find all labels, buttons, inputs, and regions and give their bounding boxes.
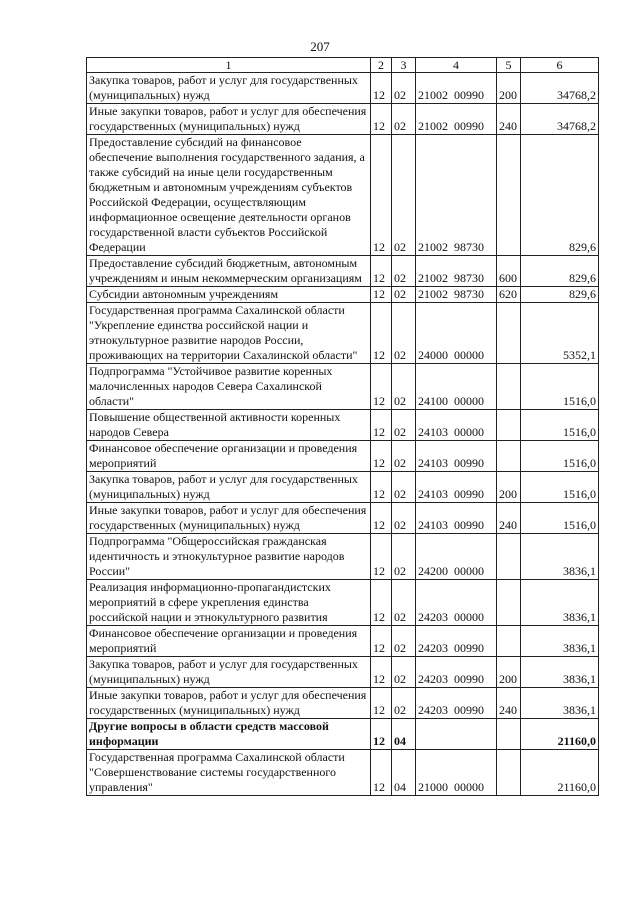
row-subsection-cell: 02 [392, 135, 416, 256]
table-row [87, 534, 599, 580]
row-subsection-cell: 02 [392, 580, 416, 626]
row-expense-type-cell: 200 [497, 472, 521, 503]
row-amount-cell: 3836,1 [521, 580, 599, 626]
row-section-cell: 12 [371, 657, 392, 688]
row-amount-cell: 3836,1 [521, 626, 599, 657]
row-name-cell: Закупка товаров, работ и услуг для государственных (муниципальных) нужд [87, 73, 371, 104]
row-subsection-cell: 02 [392, 441, 416, 472]
row-name-cell: Подпрограмма "Общероссийская гражданская идентичность и этнокультурное развитие народов России" [87, 534, 371, 580]
row-section-cell: 12 [371, 364, 392, 410]
table-row [87, 657, 599, 688]
table-row [87, 626, 599, 657]
row-target-item-cell: 24000 00000 [416, 303, 497, 364]
row-section-cell: 12 [371, 303, 392, 364]
row-target-item-cell: 21002 00990 [416, 104, 497, 135]
row-name-cell: Предоставление субсидий бюджетным, автономным учреждениям и иным некоммерческим организациям [87, 256, 371, 287]
row-target-item-cell: 24103 00990 [416, 503, 497, 534]
row-target-item-cell: 21002 00990 [416, 73, 497, 104]
row-section-cell: 12 [371, 135, 392, 256]
row-section-cell: 12 [371, 719, 392, 750]
row-target-item-cell: 24200 00000 [416, 534, 497, 580]
row-name-cell: Другие вопросы в области средств массовой информации [87, 719, 371, 750]
table-row [87, 688, 599, 719]
table-row [87, 104, 599, 135]
row-amount-cell: 3836,1 [521, 688, 599, 719]
row-subsection-cell: 04 [392, 719, 416, 750]
row-amount-cell: 829,6 [521, 256, 599, 287]
table-row [87, 441, 599, 472]
row-name-cell: Предоставление субсидий на финансовое обеспечение выполнения государственного задания, а также субсидий на иные цели государственным бюджетным и автономным учреждениям субъектов Российской Федерации, осуществляющим информационное освещение деятельности органов государственной власти субъектов Российской Федерации [87, 135, 371, 256]
table-row [87, 287, 599, 303]
row-subsection-cell: 02 [392, 410, 416, 441]
row-target-item-cell: 24203 00000 [416, 580, 497, 626]
row-amount-cell: 1516,0 [521, 472, 599, 503]
row-expense-type-cell [497, 750, 521, 796]
row-name-cell: Финансовое обеспечение организации и проведения мероприятий [87, 626, 371, 657]
table-row [87, 472, 599, 503]
row-section-cell: 12 [371, 441, 392, 472]
row-target-item-cell: 21002 98730 [416, 135, 497, 256]
row-amount-cell: 829,6 [521, 135, 599, 256]
row-name-cell: Повышение общественной активности коренных народов Севера [87, 410, 371, 441]
row-section-cell: 12 [371, 503, 392, 534]
row-name-cell: Государственная программа Сахалинской области "Укрепление единства российской нации и этнокультурное развитие народов России, проживающих на территории Сахалинской области" [87, 303, 371, 364]
table-row [87, 750, 599, 796]
row-expense-type-cell: 620 [497, 287, 521, 303]
row-expense-type-cell: 600 [497, 256, 521, 287]
row-subsection-cell: 02 [392, 364, 416, 410]
row-section-cell: 12 [371, 626, 392, 657]
row-section-cell: 12 [371, 104, 392, 135]
table-header [87, 58, 599, 73]
row-amount-cell: 21160,0 [521, 750, 599, 796]
table-row [87, 256, 599, 287]
table-row [87, 410, 599, 441]
row-target-item-cell: 24203 00990 [416, 626, 497, 657]
row-name-cell: Подпрограмма "Устойчивое развитие коренных малочисленных народов Севера Сахалинской области" [87, 364, 371, 410]
row-amount-cell: 3836,1 [521, 657, 599, 688]
row-target-item-cell: 21002 98730 [416, 287, 497, 303]
row-expense-type-cell [497, 534, 521, 580]
row-subsection-cell: 02 [392, 256, 416, 287]
row-section-cell: 12 [371, 256, 392, 287]
row-section-cell: 12 [371, 534, 392, 580]
row-subsection-cell: 02 [392, 287, 416, 303]
table-body [87, 73, 599, 796]
row-expense-type-cell [497, 626, 521, 657]
row-expense-type-cell [497, 303, 521, 364]
row-subsection-cell: 04 [392, 750, 416, 796]
row-section-cell: 12 [371, 580, 392, 626]
header-cell-expense-type: 5 [497, 58, 521, 73]
row-target-item-cell: 21002 98730 [416, 256, 497, 287]
row-expense-type-cell: 240 [497, 688, 521, 719]
row-subsection-cell: 02 [392, 626, 416, 657]
row-amount-cell: 34768,2 [521, 104, 599, 135]
row-subsection-cell: 02 [392, 534, 416, 580]
row-expense-type-cell [497, 135, 521, 256]
header-cell-amount: 6 [521, 58, 599, 73]
header-cell-name: 1 [87, 58, 371, 73]
row-target-item-cell [416, 719, 497, 750]
table-row [87, 719, 599, 750]
row-target-item-cell: 24103 00990 [416, 472, 497, 503]
row-name-cell: Закупка товаров, работ и услуг для государственных (муниципальных) нужд [87, 657, 371, 688]
row-expense-type-cell [497, 719, 521, 750]
row-amount-cell: 21160,0 [521, 719, 599, 750]
row-target-item-cell: 24100 00000 [416, 364, 497, 410]
table-row [87, 503, 599, 534]
header-cell-target-item: 4 [416, 58, 497, 73]
row-target-item-cell: 24203 00990 [416, 688, 497, 719]
row-target-item-cell: 21000 00000 [416, 750, 497, 796]
row-section-cell: 12 [371, 472, 392, 503]
row-name-cell: Иные закупки товаров, работ и услуг для обеспечения государственных (муниципальных) нужд [87, 503, 371, 534]
table-row [87, 303, 599, 364]
row-section-cell: 12 [371, 410, 392, 441]
row-amount-cell: 3836,1 [521, 534, 599, 580]
header-cell-section: 2 [371, 58, 392, 73]
table-row [87, 73, 599, 104]
budget-table [86, 57, 599, 796]
row-subsection-cell: 02 [392, 688, 416, 719]
table-row [87, 135, 599, 256]
row-section-cell: 12 [371, 688, 392, 719]
row-name-cell: Закупка товаров, работ и услуг для государственных (муниципальных) нужд [87, 472, 371, 503]
row-subsection-cell: 02 [392, 503, 416, 534]
row-target-item-cell: 24103 00000 [416, 410, 497, 441]
row-name-cell: Субсидии автономным учреждениям [87, 287, 371, 303]
row-section-cell: 12 [371, 287, 392, 303]
row-name-cell: Иные закупки товаров, работ и услуг для обеспечения государственных (муниципальных) нужд [87, 104, 371, 135]
row-expense-type-cell [497, 441, 521, 472]
row-expense-type-cell [497, 580, 521, 626]
row-name-cell: Финансовое обеспечение организации и проведения мероприятий [87, 441, 371, 472]
row-subsection-cell: 02 [392, 73, 416, 104]
row-expense-type-cell [497, 364, 521, 410]
row-amount-cell: 34768,2 [521, 73, 599, 104]
header-cell-subsection: 3 [392, 58, 416, 73]
row-subsection-cell: 02 [392, 104, 416, 135]
row-section-cell: 12 [371, 73, 392, 104]
row-amount-cell: 829,6 [521, 287, 599, 303]
row-expense-type-cell: 240 [497, 104, 521, 135]
row-expense-type-cell [497, 410, 521, 441]
row-subsection-cell: 02 [392, 303, 416, 364]
row-amount-cell: 5352,1 [521, 303, 599, 364]
row-amount-cell: 1516,0 [521, 503, 599, 534]
page-number: 207 [310, 39, 330, 54]
row-amount-cell: 1516,0 [521, 410, 599, 441]
row-amount-cell: 1516,0 [521, 364, 599, 410]
table-row [87, 364, 599, 410]
row-subsection-cell: 02 [392, 657, 416, 688]
row-amount-cell: 1516,0 [521, 441, 599, 472]
row-target-item-cell: 24103 00990 [416, 441, 497, 472]
row-section-cell: 12 [371, 750, 392, 796]
row-subsection-cell: 02 [392, 472, 416, 503]
row-name-cell: Реализация информационно-пропагандистских мероприятий в сфере укрепления единства российской нации и этнокультурного развития [87, 580, 371, 626]
row-expense-type-cell: 200 [497, 73, 521, 104]
row-expense-type-cell: 240 [497, 503, 521, 534]
row-target-item-cell: 24203 00990 [416, 657, 497, 688]
row-name-cell: Государственная программа Сахалинской области "Совершенствование системы государственного управления" [87, 750, 371, 796]
row-expense-type-cell: 200 [497, 657, 521, 688]
row-name-cell: Иные закупки товаров, работ и услуг для обеспечения государственных (муниципальных) нужд [87, 688, 371, 719]
table-row [87, 580, 599, 626]
header-row [87, 58, 599, 73]
